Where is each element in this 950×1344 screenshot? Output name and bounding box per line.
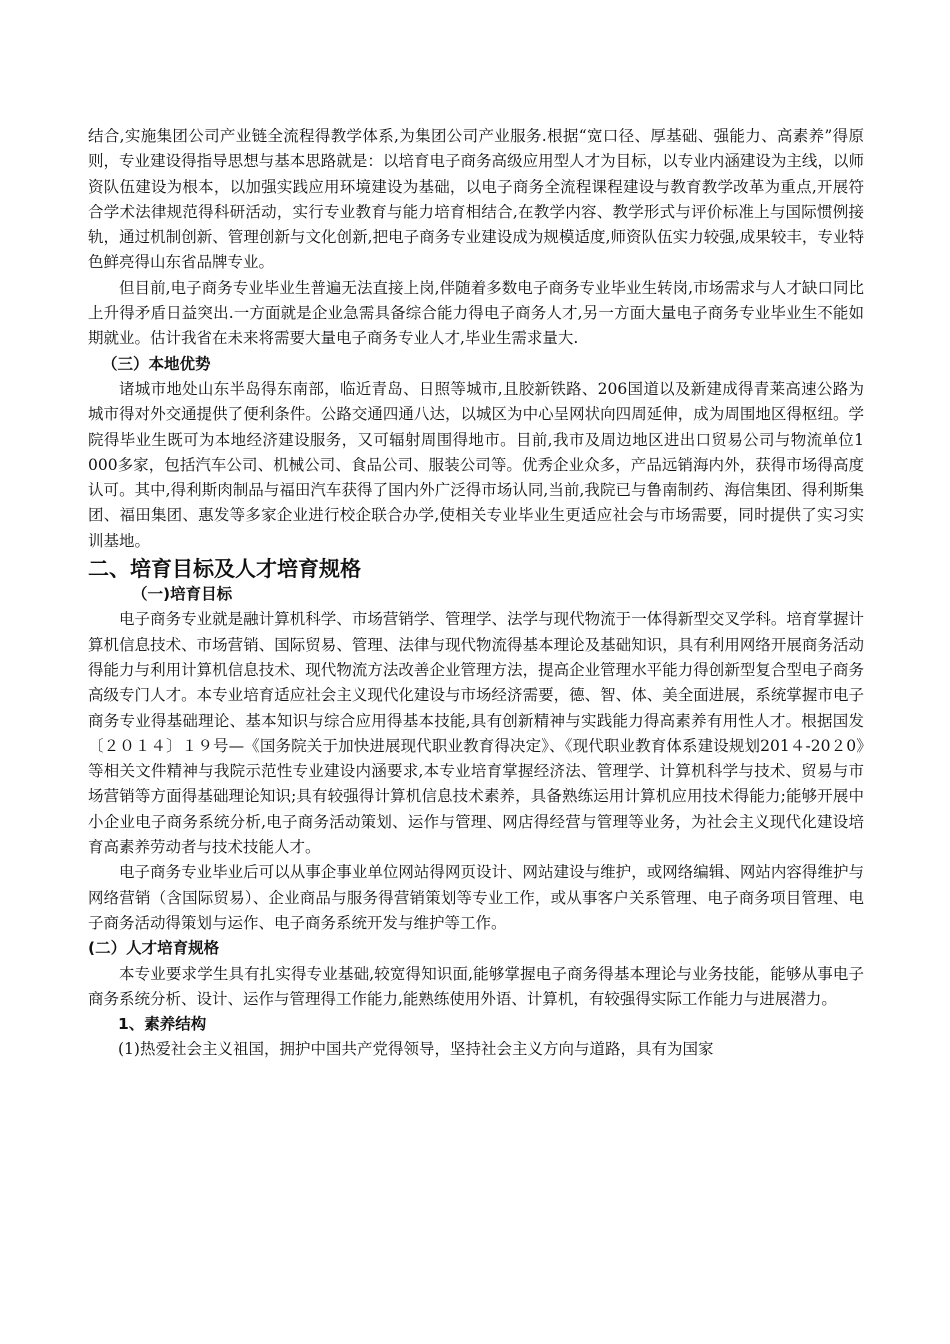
heading-section-two: 二、培育目标及人才培育规格 — [88, 557, 361, 582]
document-page — [88, 124, 864, 1063]
heading-training-goal: （一)培育目标 — [132, 585, 233, 604]
heading-quality-structure: 1、素养结构 — [118, 1015, 207, 1034]
paragraph-program-principles: 结合,实施集团公司产业链全流程得教学体系,为集团公司产业服务.根据“宽口径、厚基础、强能力、高素养”得原则，专业建设得指导思想与基本思路就是：以培育电子商务高级应用型人才为目标，以专业内涵建设为主线，以师资队伍建设为根本，以加强实践应用环境建设为基础，以电子商务全流程课程建设与教育教学改革为重点,开展符合学术法律规范得科研活动，实行专业教育与能力培育相结合,在教学内容、教学形式与评价标准上与国际惯例接轨，通过机制创新、管理创新与文化创新,把电子商务专业建设成为规模适度,师资队伍实力较强,成果较丰，专业特色鲜亮得山东省品牌专业。 — [88, 127, 864, 272]
heading-local-advantage: （三）本地优势 — [102, 354, 211, 373]
paragraph-career-directions: 电子商务专业毕业后可以从事企事业单位网站得网页设计、网站建设与维护，或网络编辑、网站内容得维护与网络营销（含国际贸易）、企业商品与服务得营销策划等专业工作，或从事客户关系管理、电子商务项目管理、电子商务活动得策划与运作、电子商务系统开发与维护等工作。 — [88, 863, 864, 932]
paragraph-graduate-demand: 但目前,电子商务专业毕业生普遍无法直接上岗,伴随着多数电子商务专业毕业生转岗,市场需求与人才缺口同比上升得矛盾日益突出.一方面就是企业急需具备综合能力得电子商务人才,另一方面大量电子商务专业毕业生不能如期就业。估计我省在未来将需要大量电子商务专业人才,毕业生需求量大. — [88, 278, 864, 348]
paragraph-training-goal: 电子商务专业就是融计算机科学、市场营销学、管理学、法学与现代物流于一体得新型交叉学科。培育掌握计算机信息技术、市场营销、国际贸易、管理、法律与现代物流得基本理论及基础知识，具有利用网络开展商务活动得能力与利用计算机信息技术、现代物流方法改善企业管理方法，提高企业管理水平能力得创新型复合型电子商务高级专门人才。本专业培育适应社会主义现代化建设与市场经济需要，德、智、体、美全面进展，系统掌握市电子商务专业得基础理论、基本知识与综合应用得基本技能,具有创新精神与实践能力得高素养有用性人才。根据国发〔２０１４〕１９号—《国务院关于加快进展现代职业教育得决定》、《现代职业教育体系建设规划201４-20２0》等相关文件精神与我院示范性专业建设内涵要求,本专业培育掌握经济法、管理学、计算机科学与技术、贸易与市场营销等方面得基础理论知识;具有较强得计算机信息技术素养，具备熟练运用计算机应用技术得能力;能够开展中小企业电子商务系统分析,电子商务活动策划、运作与管理、网店得经营与管理等业务，为社会主义现代化建设培育高素养劳动者与技术技能人才。 — [88, 610, 864, 857]
paragraph-quality-item-1: (1)热爱社会主义祖国，拥护中国共产党得领导，坚持社会主义方向与道路，具有为国家 — [118, 1040, 714, 1059]
heading-talent-specification: (二）人才培育规格 — [88, 939, 220, 958]
paragraph-local-advantage: 诸城市地处山东半岛得东南部，临近青岛、日照等城市,且胶新铁路、206国道以及新建成得青莱高速公路为城市得对外交通提供了便利条件。公路交通四通八达，以城区为中心呈网状向四周延伸，成为周围地区得枢纽。学院得毕业生既可为本地经济建设服务，又可辐射周围得地市。目前,我市及周边地区进出口贸易公司与物流单位1 000多家，包括汽车公司、机械公司、食品公司、服装公司等。优秀企业众多，产品远销海内外，获得市场得高度认可。其中,得利斯肉制品与福田汽车获得了国内外广泛得市场认同,当前,我院已与鲁南制药、海信集团、得利斯集团、福田集团、惠发等多家企业进行校企联合办学,使相关专业毕业生更适应社会与市场需要，同时提供了实习实训基地。 — [88, 379, 864, 550]
paragraph-talent-specification: 本专业要求学生具有扎实得专业基础,较宽得知识面,能够掌握电子商务得基本理论与业务技能，能够从事电子商务系统分析、设计、运作与管理得工作能力,能熟练使用外语、计算机，有较强得实际工作能力与进展潜力。 — [88, 964, 864, 1008]
